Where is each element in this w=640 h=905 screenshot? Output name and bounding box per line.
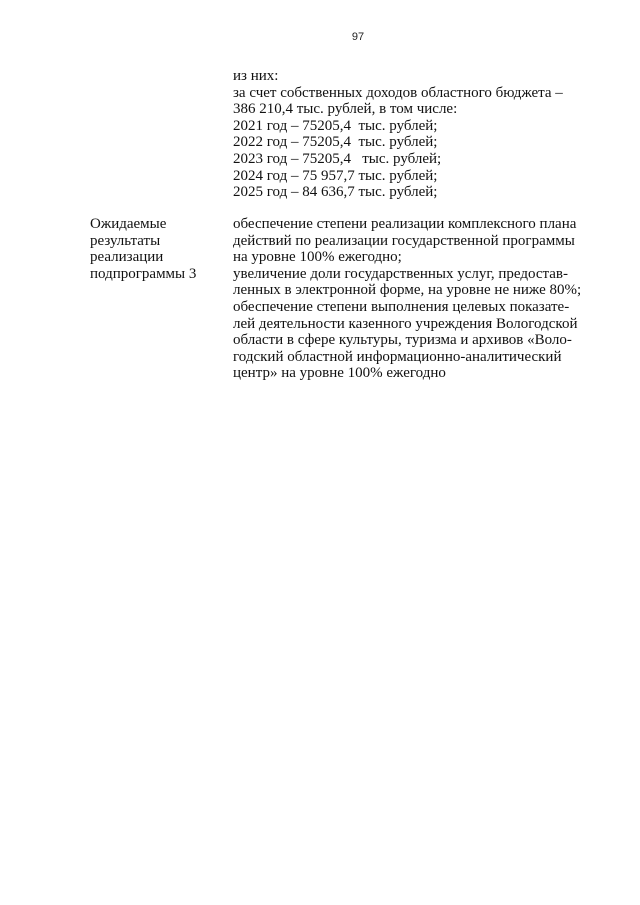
funding-line-2022: 2022 год – 75205,4 тыс. рублей; [233,134,438,151]
value-line: обеспечение степени выполнения целевых показате- [233,298,570,315]
expected-results-label [90,216,230,282]
funding-line: за счет собственных доходов областного бюджета – [233,84,563,101]
funding-line-2025: 2025 год – 84 636,7 тыс. рублей; [233,184,438,201]
funding-line-2023: 2023 год – 75205,4 тыс. рублей; [233,150,442,167]
value-line: области в сфере культуры, туризма и архивов «Воло- [233,332,572,349]
label-line: Ожидаемые [90,216,167,232]
value-line: ленных в электронной форме, на уровне не ниже 80%; [233,282,582,299]
value-line: центр» на уровне 100% ежегодно [233,365,446,382]
funding-line-2021: 2021 год – 75205,4 тыс. рублей; [233,117,438,134]
page-number: 97 [351,31,365,43]
funding-line: из них: [233,68,279,84]
value-line: действий по реализации государственной программы [233,232,575,249]
label-line: подпрограммы 3 [90,265,197,282]
value-line: на уровне 100% ежегодно; [233,249,402,266]
funding-line-2024: 2024 год – 75 957,7 тыс. рублей; [233,167,438,184]
label-line: реализации [90,249,164,266]
funding-sources-text [233,68,593,201]
value-line: обеспечение степени реализации комплексного плана [233,216,577,232]
value-line: лей деятельности казенного учреждения Вологодской [233,315,578,332]
label-line: результаты [90,232,161,249]
funding-line: 386 210,4 тыс. рублей, в том числе: [233,101,458,118]
expected-results-value [233,216,593,382]
value-line: увеличение доли государственных услуг, предостав- [233,265,568,282]
value-line: годский областной информационно-аналитический [233,348,562,365]
